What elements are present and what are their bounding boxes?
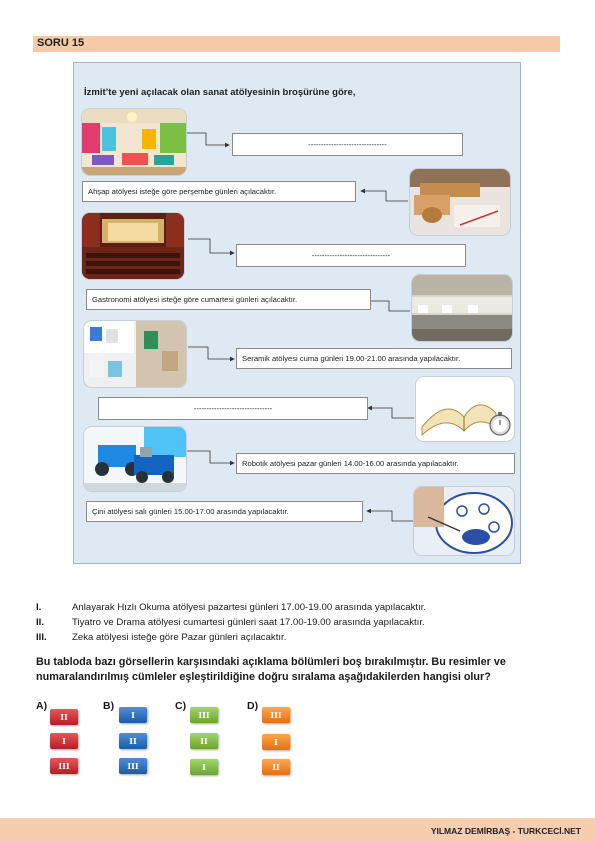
ceramic-mugs-photo [84,321,186,387]
tile-painting-photo [414,487,514,555]
blank-description-box-6: ------------------------------- [98,397,368,420]
option-c-chip[interactable]: I [190,759,218,775]
option-a-chip[interactable]: I [50,733,78,749]
theater-hall-photo [82,213,184,279]
option-a-chip[interactable]: II [50,709,78,725]
footer-bar [0,818,595,842]
option-c-chip[interactable]: II [190,733,218,749]
book-stopwatch-photo [416,377,514,441]
option-d-chip[interactable]: II [262,759,290,775]
option-b-chip[interactable]: III [119,758,147,774]
statement-number: II. [36,617,44,628]
description-box-8: Çini atölyesi salı günleri 15.00-17.00 arasında yapılacaktır. [86,501,363,522]
gastronomy-kitchen-photo [412,275,512,341]
option-d-chip[interactable]: I [262,734,290,750]
statement-number: III. [36,632,47,643]
brochure-panel [73,62,521,564]
statement-text: Tiyatro ve Drama atölyesi cumartesi günleri saat 17.00-19.00 arasında yapılacaktır. [72,617,425,628]
blank-description-box-3: ------------------------------- [236,244,466,267]
statement-text: Anlayarak Hızlı Okuma atölyesi pazartesi günleri 17.00-19.00 arasında yapılacaktır. [72,602,427,613]
option-a-letter[interactable]: A) [36,700,48,712]
option-c-letter[interactable]: C) [175,700,187,712]
question-text: Bu tabloda bazı görsellerin karşısındaki açıklama bölümleri boş bırakılmıştır. Bu resimler ve numaralandırılmış cümleler eşleştirildiğine doğru sıralama aşağıdakilerden hangisi olur? [36,656,506,683]
option-d-letter[interactable]: D) [247,700,259,712]
blank-description-box-1: ------------------------------- [232,133,463,156]
woodwork-photo [410,169,510,235]
option-c-chip[interactable]: III [190,707,218,723]
option-b-chip[interactable]: II [119,733,147,749]
option-a-chip[interactable]: III [50,758,78,774]
description-box-2: Ahşap atölyesi isteğe göre perşembe günleri açılacaktır. [82,181,356,202]
footer-credit: YILMAZ DEMİRBAŞ - TURKCECİ.NET [430,826,581,836]
description-box-5: Seramik atölyesi cuma günleri 19.00-21.00 arasında yapılacaktır. [236,348,512,369]
brochure-intro: İzmit’te yeni açılacak olan sanat atölyesinin broşürüne göre, [84,87,356,98]
robot-kit-photo [84,427,186,491]
option-d-chip[interactable]: III [262,707,290,723]
option-b-chip[interactable]: I [119,707,147,723]
statement-text: Zeka atölyesi isteğe göre Pazar günleri açılacaktır. [72,632,287,643]
question-number: SORU 15 [37,37,85,49]
description-box-7: Robotik atölyesi pazar günleri 14.00-16.00 arasında yapılacaktır. [236,453,515,474]
description-box-4: Gastronomi atölyesi isteğe göre cumartesi günleri açılacaktır. [86,289,371,310]
colorful-classroom-photo [82,109,186,175]
option-b-letter[interactable]: B) [103,700,115,712]
statement-number: I. [36,602,42,613]
question-header-bar [33,36,560,52]
